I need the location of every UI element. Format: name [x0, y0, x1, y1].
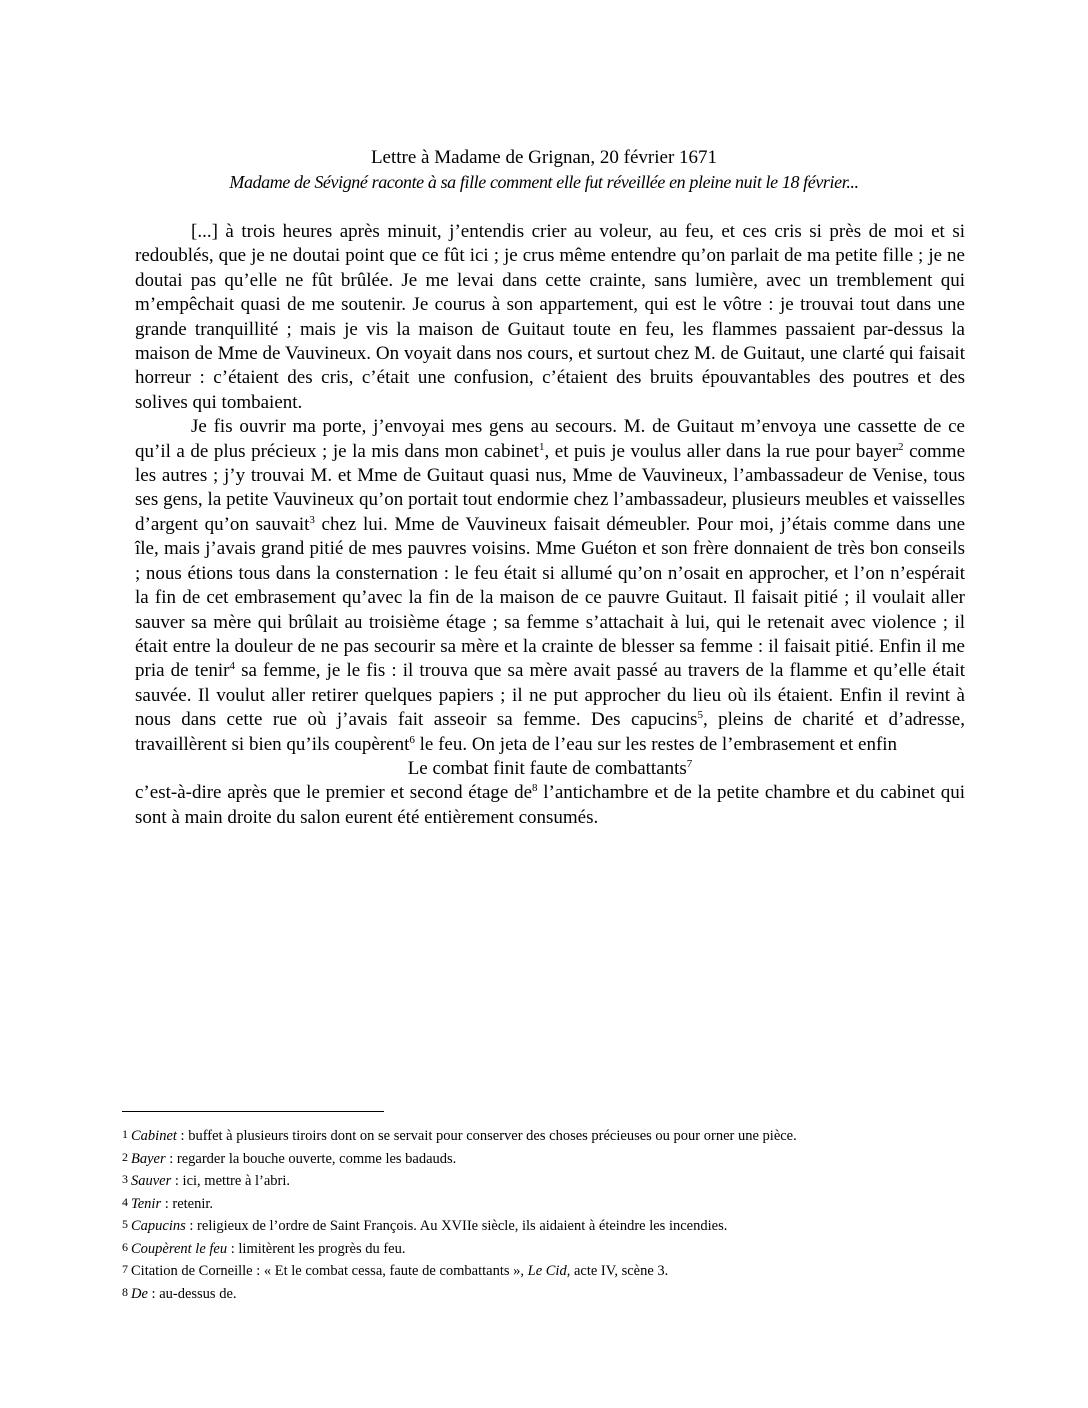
footnote-definition: : retenir. [161, 1195, 214, 1212]
footnote-number: 1 [122, 1127, 128, 1141]
footnote-divider [122, 1111, 384, 1112]
footnote-number: 3 [122, 1172, 128, 1186]
footnote-4 [122, 1192, 952, 1215]
footnote-definition: : regarder la bouche ouverte, comme les badauds. [165, 1150, 457, 1167]
corneille-quote [135, 757, 965, 781]
footnote-number: 4 [122, 1194, 128, 1209]
paragraph-2-text: chez lui. Mme de Vauvineux faisait démeubler. Pour moi, j’étais comme dans une île, mais j’avais grand pitié de mes pauvres voisins. Mme Guéton et son frère donnaient de très bon conseils ; nous étions tous dans la consternation : le feu était si allumé qu’on n’osait en approcher, et l’on n’espérait la fin de cet embrasement qu’avec la fin de la maison de ce pauvre Guitaut. Il faisait pitié ; il voulait aller sauver sa mère qui brûlait au troisième étage ; sa femme s’attachait à lui, qui le retenait avec violence ; il était entre la douleur de ne pas secourir sa mère et la crainte de blesser sa femme : il faisait pitié. Enfin il me pria de tenir [135, 513, 965, 682]
paragraph-3 [135, 781, 965, 830]
footnote-definition: : au-dessus de. [147, 1285, 237, 1302]
footnote-definition-end: , acte IV, scène 3. [566, 1263, 669, 1279]
footnote-term: Sauver [131, 1173, 172, 1189]
footnote-6 [122, 1237, 952, 1260]
footnote-number: 8 [122, 1284, 128, 1299]
footnote-definition: Citation de Corneille : « Et le combat cessa, faute de combattants », [131, 1263, 528, 1279]
footnote-work-title: Le Cid [527, 1263, 567, 1279]
paragraph-2-text: Je fis ouvrir ma porte, j’envoyai mes gens au secours. M. de Guitaut m’envoya une cassette de ce qu’il a de plus précieux ; je la mis dans mon cabinet [135, 416, 965, 462]
paragraph-2-text: comme les autres ; j’y trouvai M. et Mme de Guitaut quasi nus, Mme de Vauvineux, l’ambassadeur de Venise, tous ses gens, la petite Vauvineux qu’on portait tout endormie chez l’ambassadeur, plusieurs meubles et vaisselles d’argent qu’on sauvait [135, 440, 966, 535]
footnote-1 [122, 1124, 952, 1147]
footnote-definition: : ici, mettre à l’abri. [171, 1173, 291, 1189]
footnote-term: Cabinet [131, 1128, 177, 1144]
paragraph-2-text: , pleins de charité et d’adresse, travaillèrent si bien qu’ils coupèrent [135, 709, 965, 755]
footnote-ref-3[interactable]: 3 [309, 513, 315, 526]
footnote-2 [122, 1147, 952, 1170]
footnote-term: Tenir [131, 1195, 162, 1212]
paragraph-3-text: l’antichambre et de la petite chambre et du cabinet qui sont à main droite du salon eurent été entièrement consumés. [135, 782, 965, 828]
paragraph-1: [...] à trois heures après minuit, j’entendis crier au voleur, au feu, et ces cris si près de moi et si redoublés, que je ne doutai point que ce fût ici ; je crus même entendre qu’on parlait de ma petite fille ; je ne doutai pas qu’elle ne fût brûlée. Je me levai dans cette crainte, sans lumière, avec un tremblement qui m’empêchait quasi de me soutenir. Je courus à son appartement, qui est le vôtre : je trouvai tout dans une grande tranquillité ; mais je vis la maison de Guitaut toute en feu, les flammes passaient par-dessus la maison de Mme de Vauvineux. On voyait dans nos cours, et surtout chez M. de Guitaut, une clarté qui faisait horreur : c’étaient des cris, c’était une confusion, c’étaient des bruits épouvantables des poutres et des solives qui tombaient. [135, 221, 965, 413]
paragraph-2-text: , et puis je voulus aller dans la rue pour bayer [544, 440, 899, 462]
footnote-8 [122, 1282, 952, 1305]
footnote-term: Coupèrent le feu [131, 1240, 228, 1257]
footnote-term: De [131, 1285, 148, 1302]
footnote-number: 7 [122, 1262, 128, 1276]
footnote-ref-6[interactable]: 6 [409, 733, 415, 746]
footnote-ref-8[interactable]: 8 [532, 782, 538, 795]
footnote-3 [122, 1169, 952, 1192]
footnote-ref-4[interactable]: 4 [229, 660, 235, 673]
footnote-ref-5[interactable]: 5 [697, 709, 703, 722]
paragraph-2 [135, 415, 965, 757]
footnotes-list [122, 1124, 952, 1304]
footnote-definition: : buffet à plusieurs tiroirs dont on se servait pour conserver des choses précieuses ou pour orner une pièce. [176, 1128, 797, 1144]
paragraph-2-text: le feu. On jeta de l’eau sur les restes de l’embrasement et enfin [414, 733, 898, 755]
footnote-number: 2 [122, 1149, 128, 1164]
footnote-5 [122, 1214, 952, 1237]
paragraph-2-text: sa femme, je le fis : il trouva que sa mère avait passé au travers de la flamme et qu’elle était sauvée. Il voulut aller retirer quelques papiers ; il ne put approcher du lieu où ils étaient. Enfin il revint à nous dans cette rue où j’avais fait asseoir sa femme. Des capucins [135, 660, 966, 731]
footnote-term: Capucins [131, 1218, 186, 1234]
footnote-definition: : limitèrent les progrès du feu. [227, 1240, 406, 1257]
footnote-ref-2[interactable]: 2 [898, 440, 904, 453]
footnote-term: Bayer [131, 1150, 166, 1167]
footnote-ref-7[interactable]: 7 [686, 757, 693, 770]
quote-text: Le combat finit faute de combattants [407, 757, 687, 779]
footnote-ref-1[interactable]: 1 [538, 440, 545, 453]
letter-subtitle: Madame de Sévigné raconte à sa fille comment elle fut réveillée en pleine nuit le 18 février... [229, 172, 859, 192]
letter-title: Lettre à Madame de Grignan, 20 février 1671 [370, 147, 718, 168]
paragraph-3-text: c’est-à-dire après que le premier et second étage de [135, 782, 533, 804]
letter-body [135, 220, 965, 830]
footnote-definition: : religieux de l’ordre de Saint François. Au XVIIe siècle, ils aidaient à éteindre les incendies. [185, 1218, 728, 1234]
footnote-number: 6 [122, 1239, 128, 1254]
footnote-number: 5 [122, 1217, 128, 1231]
footnote-7 [122, 1259, 952, 1282]
